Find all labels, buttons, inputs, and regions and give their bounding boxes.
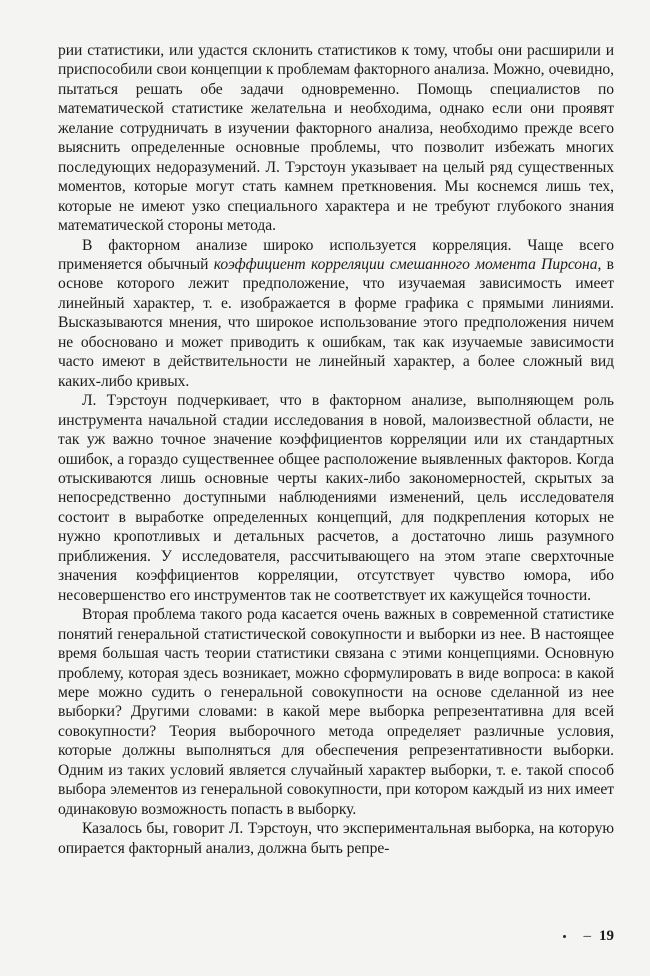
footer-dash: – <box>583 927 591 944</box>
paragraph-2-text-before: В факторном анализе широко используется корреляция. Чаще всего применяется обычный <box>58 236 614 273</box>
paragraph-3: Л. Тэрстоун подчеркивает, что в факторном анализе, выполняющем роль инструмента начальной стадии исследования в новой, малоизвестной области, не так уж важно точное значение коэффициентов корреляции или их стандартных ошибок, а гораздо существеннее общее расположение выявленных факторов. Когда отыскиваются лишь основные черты каких-либо закономерностей, скрытых за непосредственно доступными наблюдениями изменений, цель исследователя состоит в выработке определенных концепций, для подкрепления которых не нужно кропотливых и детальных расчетов, а достаточно лишь разумного приближения. У исследователя, рассчитывающего на этом этапе сверхточные значения коэффициентов корреляции, отсутствует чувство юмора, ибо несовершенство его инструментов так не соответствует их кажущейся точности. <box>58 392 614 604</box>
paragraph-4: Вторая проблема такого рода касается очень важных в современной статистике понятий генеральной статистической совокупности и выборки из нее. В настоящее время большая часть теории статистики связана с этими концепциями. Основную проблему, которая здесь возникает, можно сформулировать в виде вопроса: в какой мере можно судить о генеральной совокупности на основе сделанной из нее выборки? Другими словами: в какой мере выборка репрезентативна для всей совокупности? Теория выборочного метода определяет различные условия, которые должны выполняться для обеспечения репрезентативности выборки. Одним из таких условий является случайный характер выборки, т. е. такой способ выбора элементов из генеральной совокупности, при котором каждый из них имеет одинаковую возможность попасть в выборку. <box>58 606 614 818</box>
paragraph-5: Казалось бы, говорит Л. Тэрстоун, что экспериментальная выборка, на которую опирается факторный анализ, должна быть репре- <box>58 820 614 857</box>
paragraph-1: рии статистики, или удастся склонить статистиков к тому, чтобы они расширили и приспособили свои концепции к проблемам факторного анализа. Можно, очевидно, пытаться решать обе задачи одновременно. Помощь специалистов по математической статистике желательна и необходима, однако если они проявят желание сотрудничать в изучении факторного анализа, необходимо прежде всего выяснить определенные основные проблемы, что позволит избежать многих последующих недоразумений. Л. Тэрстоун указывает на целый ряд существенных моментов, которые могут стать камнем преткновения. Мы коснемся лишь тех, которые не имеют узко специального характера и не требуют глубокого знания математической стороны метода. <box>58 42 614 235</box>
paragraph-2 <box>58 236 614 392</box>
page-body-text <box>58 41 614 858</box>
pearson-correlation-term: коэффициент корреляции смешанного момента Пирсона <box>213 255 598 273</box>
page-footer <box>548 925 614 947</box>
paragraph-2-text-after: , в основе которого лежит предположение, что изучаемая зависимость имеет линейный характер, т. е. изображается в форме графика с прямыми линиями. Высказываются мнения, что широкое использование этого предположения ничем не обосновано и может приводить к ошибкам, так как изучаемые зависимости часто имеют в действительности не линейный характер, а более сложный вид каких-либо кривых. <box>58 255 614 390</box>
page-number: 19 <box>599 927 614 944</box>
footer-dot-mark <box>563 935 566 938</box>
